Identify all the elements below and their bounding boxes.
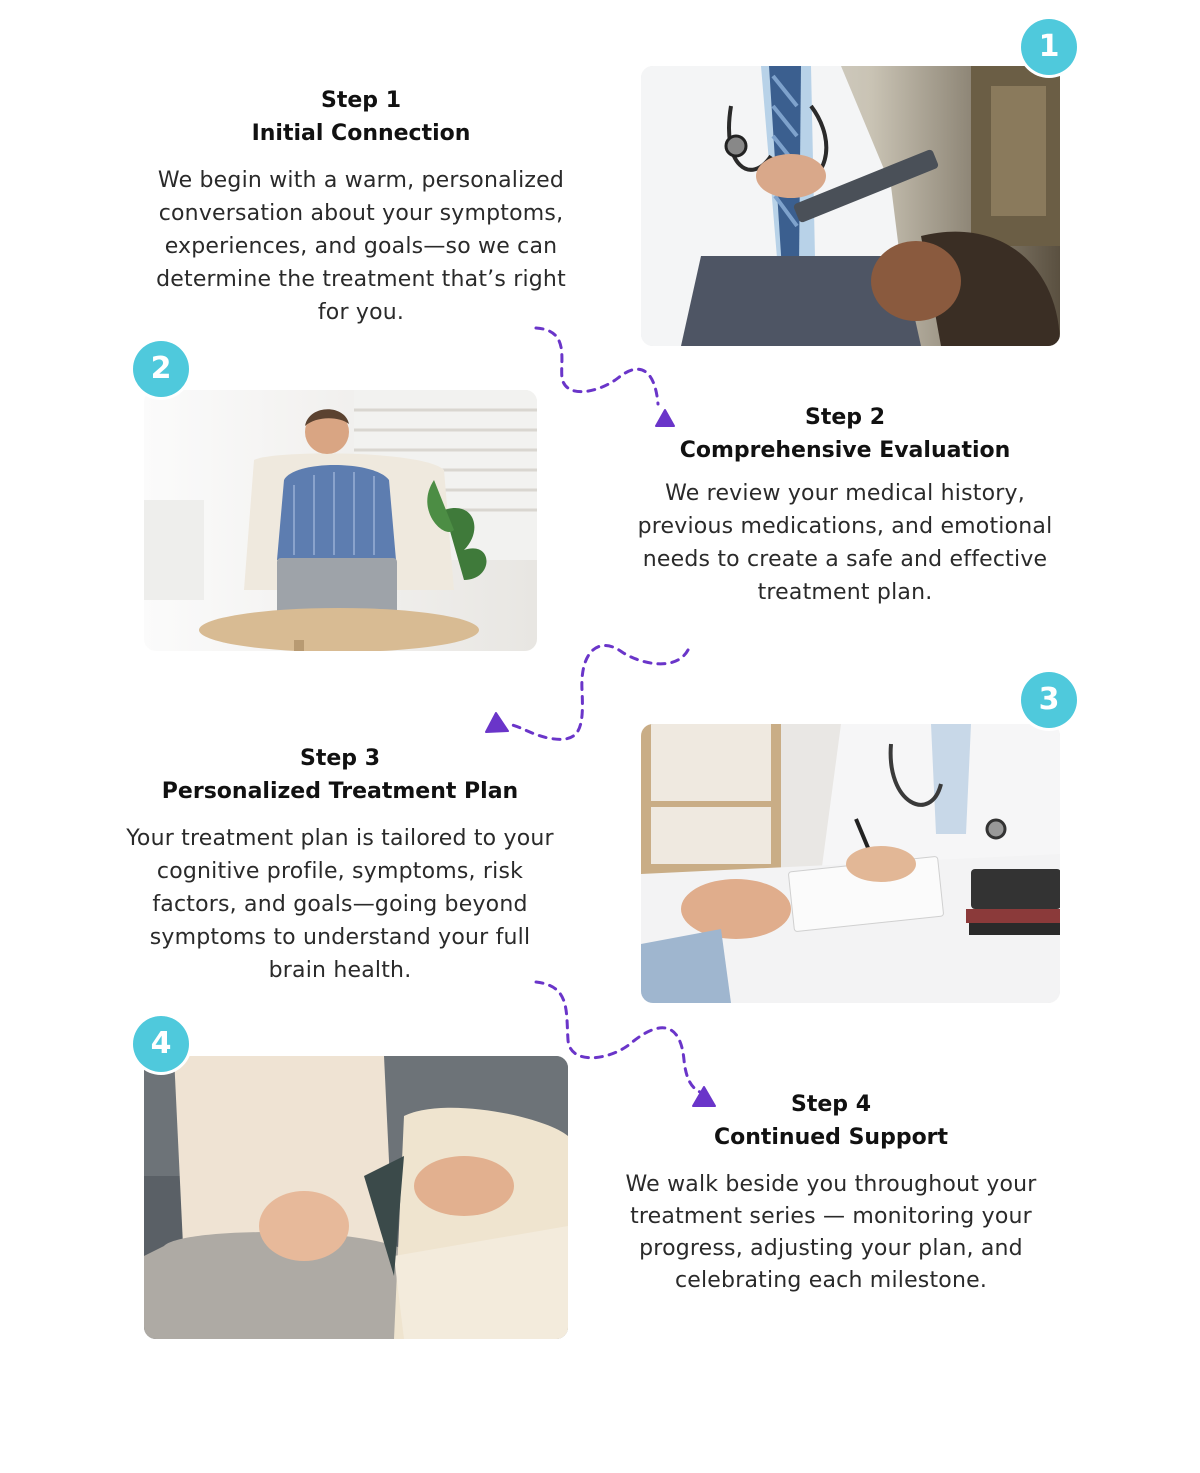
- step-2-label: Step 2: [805, 405, 885, 430]
- step-3-number-badge: 3: [1021, 672, 1077, 728]
- step-1-title: Initial Connection: [251, 121, 471, 146]
- step-4-photo-supportive-conversation: [144, 1056, 568, 1339]
- step-1-label: Step 1: [321, 88, 401, 113]
- connector-1-to-2: [536, 328, 658, 404]
- step-3-photo-doctor-writing-plan: [641, 724, 1060, 1003]
- step-1-number-badge: 1: [1021, 19, 1077, 75]
- step-3-description: Your treatment plan is tailored to your cognitive profile, symptoms, risk factors, and goals—going beyond symptoms to understand your full brain health.: [126, 826, 554, 983]
- step-3-title: Personalized Treatment Plan: [161, 779, 519, 804]
- step-4-title: Continued Support: [713, 1125, 949, 1150]
- step-1-description: We begin with a warm, personalized conversation about your symptoms, experiences, and goals—so we can determine the treatment that’s right for you.: [156, 168, 566, 325]
- step-4-label: Step 4: [791, 1092, 871, 1117]
- step-2-photo-man-on-video-call: [144, 390, 537, 651]
- step-4-text: [608, 1088, 1054, 1297]
- step-1-text: [138, 84, 584, 329]
- step-2-description: We review your medical history, previous medications, and emotional needs to create a safe and effective treatment plan.: [637, 481, 1053, 605]
- step-2-text: [630, 401, 1060, 609]
- step-3-label: Step 3: [300, 746, 380, 771]
- step-4-number-badge: 4: [133, 1016, 189, 1072]
- arrow-head-3: [486, 713, 508, 732]
- step-2-title: Comprehensive Evaluation: [679, 438, 1011, 463]
- step-4-description: We walk beside you throughout your treatment series — monitoring your progress, adjusting your plan, and celebrating each milestone.: [625, 1172, 1037, 1293]
- step-2-number-badge: 2: [133, 341, 189, 397]
- step-1-photo-doctor-consultation: [641, 66, 1060, 346]
- step-3-text: [122, 742, 558, 987]
